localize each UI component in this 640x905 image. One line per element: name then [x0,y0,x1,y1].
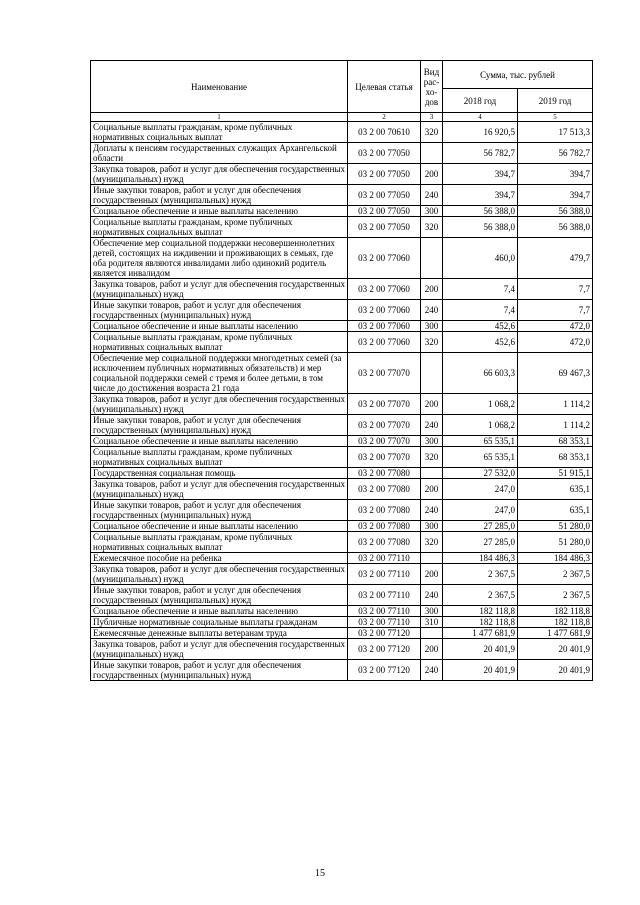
row-vid [421,628,443,639]
row-code: 03 2 00 77110 [348,553,421,564]
row-code: 03 2 00 77080 [348,479,421,500]
table-row [91,468,593,479]
row-code: 03 2 00 77070 [348,436,421,447]
row-value-2018: 56 782,7 [443,143,518,164]
row-value-2018: 394,7 [443,185,518,206]
table-row [91,553,593,564]
row-vid: 200 [421,164,443,185]
row-vid: 240 [421,185,443,206]
row-value-2019: 17 513,3 [518,122,593,143]
row-code: 03 2 00 77050 [348,185,421,206]
row-value-2018: 7,4 [443,279,518,300]
table-row [91,617,593,628]
row-name: Ежемесячные денежные выплаты ветеранам труда [91,628,348,639]
row-name: Социальные выплаты гражданам, кроме публичных нормативных социальных выплат [91,122,348,143]
row-name: Социальное обеспечение и иные выплаты населению [91,436,348,447]
row-value-2019: 51 915,1 [518,468,593,479]
row-code: 03 2 00 77080 [348,500,421,521]
row-code: 03 2 00 77110 [348,606,421,617]
row-code: 03 2 00 77070 [348,353,421,394]
header-sum: Сумма, тыс. рублей [443,61,593,89]
row-value-2019: 182 118,8 [518,617,593,628]
table-row [91,143,593,164]
row-vid: 300 [421,206,443,217]
row-name: Доплаты к пенсиям государственных служащих Архангельской области [91,143,348,164]
row-code: 03 2 00 77050 [348,164,421,185]
row-code: 03 2 00 77080 [348,468,421,479]
row-vid: 200 [421,479,443,500]
row-value-2018: 452,6 [443,332,518,353]
table-row [91,500,593,521]
row-value-2018: 394,7 [443,164,518,185]
row-value-2018: 2 367,5 [443,564,518,585]
row-value-2019: 635,1 [518,479,593,500]
row-name: Социальное обеспечение и иные выплаты населению [91,206,348,217]
row-name: Иные закупки товаров, работ и услуг для обеспечения государственных (муниципальных) нужд [91,500,348,521]
row-value-2019: 7,7 [518,279,593,300]
row-code: 03 2 00 77070 [348,394,421,415]
row-code: 03 2 00 77060 [348,321,421,332]
header-year-2019: 2019 год [518,89,593,113]
row-value-2019: 1 114,2 [518,415,593,436]
row-name: Закупка товаров, работ и услуг для обеспечения государственных (муниципальных) нужд [91,164,348,185]
row-value-2018: 56 388,0 [443,206,518,217]
row-code: 03 2 00 77070 [348,415,421,436]
row-name: Социальные выплаты гражданам, кроме публичных нормативных социальных выплат [91,532,348,553]
column-index: 2 [348,113,421,122]
row-value-2019: 2 367,5 [518,585,593,606]
row-value-2019: 56 388,0 [518,217,593,238]
row-value-2018: 66 603,3 [443,353,518,394]
row-value-2018: 7,4 [443,300,518,321]
row-code: 03 2 00 77080 [348,521,421,532]
row-name: Иные закупки товаров, работ и услуг для обеспечения государственных (муниципальных) нужд [91,585,348,606]
row-value-2018: 184 486,3 [443,553,518,564]
row-value-2018: 2 367,5 [443,585,518,606]
table-row [91,447,593,468]
row-name: Иные закупки товаров, работ и услуг для обеспечения государственных (муниципальных) нужд [91,660,348,681]
table-row [91,394,593,415]
table-row [91,122,593,143]
row-value-2019: 51 280,0 [518,532,593,553]
row-name: Закупка товаров, работ и услуг для обеспечения государственных (муниципальных) нужд [91,279,348,300]
table-row [91,521,593,532]
table-row [91,606,593,617]
row-name: Закупка товаров, работ и услуг для обеспечения государственных (муниципальных) нужд [91,479,348,500]
row-value-2019: 1 114,2 [518,394,593,415]
row-vid: 320 [421,122,443,143]
budget-table [90,60,593,681]
row-code: 03 2 00 77060 [348,332,421,353]
row-value-2019: 394,7 [518,164,593,185]
column-index: 4 [443,113,518,122]
row-name: Социальное обеспечение и иные выплаты населению [91,321,348,332]
row-code: 03 2 00 77120 [348,628,421,639]
row-value-2019: 184 486,3 [518,553,593,564]
row-code: 03 2 00 77050 [348,206,421,217]
row-vid: 300 [421,321,443,332]
row-value-2019: 2 367,5 [518,564,593,585]
row-code: 03 2 00 77110 [348,617,421,628]
row-vid: 240 [421,415,443,436]
row-vid: 300 [421,521,443,532]
row-code: 03 2 00 77110 [348,585,421,606]
row-vid: 300 [421,606,443,617]
row-value-2018: 56 388,0 [443,217,518,238]
row-value-2019: 472,0 [518,332,593,353]
row-vid: 200 [421,639,443,660]
row-value-2019: 1 477 681,9 [518,628,593,639]
row-name: Иные закупки товаров, работ и услуг для обеспечения государственных (муниципальных) нужд [91,185,348,206]
row-value-2018: 247,0 [443,479,518,500]
row-code: 03 2 00 77050 [348,217,421,238]
table-row [91,532,593,553]
table-row [91,217,593,238]
row-value-2018: 452,6 [443,321,518,332]
table-row [91,415,593,436]
row-name: Закупка товаров, работ и услуг для обеспечения государственных (муниципальных) нужд [91,394,348,415]
row-name: Иные закупки товаров, работ и услуг для обеспечения государственных (муниципальных) нужд [91,415,348,436]
row-value-2019: 394,7 [518,185,593,206]
row-value-2019: 20 401,9 [518,660,593,681]
column-index-row [91,113,593,122]
row-value-2018: 65 535,1 [443,436,518,447]
header-vid: Вид рас- хо- дов [421,61,443,113]
table-row [91,660,593,681]
row-vid: 240 [421,500,443,521]
row-value-2018: 1 068,2 [443,415,518,436]
table-row [91,321,593,332]
row-value-2018: 27 285,0 [443,532,518,553]
table-row [91,206,593,217]
table-row [91,164,593,185]
row-value-2019: 182 118,8 [518,606,593,617]
row-value-2019: 51 280,0 [518,521,593,532]
row-value-2019: 68 353,1 [518,436,593,447]
row-vid [421,238,443,279]
row-name: Социальное обеспечение и иные выплаты населению [91,606,348,617]
row-value-2019: 20 401,9 [518,639,593,660]
table-row [91,185,593,206]
row-code: 03 2 00 77060 [348,279,421,300]
row-value-2018: 1 068,2 [443,394,518,415]
row-vid [421,553,443,564]
row-name: Социальные выплаты гражданам, кроме публичных нормативных социальных выплат [91,217,348,238]
row-value-2018: 182 118,8 [443,606,518,617]
row-value-2019: 56 782,7 [518,143,593,164]
table-row [91,332,593,353]
row-vid: 200 [421,564,443,585]
row-vid: 320 [421,332,443,353]
row-vid: 240 [421,660,443,681]
row-vid: 320 [421,532,443,553]
row-vid: 320 [421,447,443,468]
table-row [91,300,593,321]
table-row [91,585,593,606]
row-value-2019: 635,1 [518,500,593,521]
table-row [91,639,593,660]
row-value-2018: 1 477 681,9 [443,628,518,639]
row-vid [421,353,443,394]
row-vid [421,468,443,479]
row-vid: 200 [421,279,443,300]
row-vid [421,143,443,164]
header-code: Целевая статья [348,61,421,113]
header-name: Наименование [91,61,348,113]
row-name: Публичные нормативные социальные выплаты гражданам [91,617,348,628]
row-vid: 320 [421,217,443,238]
row-value-2018: 65 535,1 [443,447,518,468]
row-value-2019: 69 467,3 [518,353,593,394]
row-value-2018: 247,0 [443,500,518,521]
row-value-2018: 460,0 [443,238,518,279]
row-name: Социальные выплаты гражданам, кроме публичных нормативных социальных выплат [91,447,348,468]
row-value-2019: 479,7 [518,238,593,279]
column-index: 3 [421,113,443,122]
row-code: 03 2 00 77080 [348,532,421,553]
table-row [91,353,593,394]
row-value-2018: 20 401,9 [443,639,518,660]
row-vid: 300 [421,436,443,447]
row-vid: 200 [421,394,443,415]
row-vid: 240 [421,300,443,321]
row-name: Государственная социальная помощь [91,468,348,479]
row-code: 03 2 00 77050 [348,143,421,164]
table-row [91,628,593,639]
row-name: Обеспечение мер социальной поддержки несовершеннолетних детей, состоящих на иждивении и проживающих в семьях, где оба родителя являются инвалидами либо одинокий родитель является инвалидом [91,238,348,279]
row-code: 03 2 00 77120 [348,660,421,681]
row-name: Иные закупки товаров, работ и услуг для обеспечения государственных (муниципальных) нужд [91,300,348,321]
table-row [91,238,593,279]
row-value-2019: 68 353,1 [518,447,593,468]
row-value-2019: 56 388,0 [518,206,593,217]
table-row [91,436,593,447]
column-index: 5 [518,113,593,122]
row-name: Закупка товаров, работ и услуг для обеспечения государственных (муниципальных) нужд [91,639,348,660]
table-row [91,564,593,585]
row-code: 03 2 00 77120 [348,639,421,660]
row-name: Обеспечение мер социальной поддержки многодетных семей (за исключением публичных нормативных обязательств) и мер социальной поддержки семей с тремя и более детьми, в том числе до достижения возраста 21 года [91,353,348,394]
row-code: 03 2 00 77060 [348,238,421,279]
row-vid: 240 [421,585,443,606]
row-code: 03 2 00 77060 [348,300,421,321]
page-number: 15 [315,868,325,879]
row-name: Закупка товаров, работ и услуг для обеспечения государственных (муниципальных) нужд [91,564,348,585]
column-index: 1 [91,113,348,122]
row-code: 03 2 00 77110 [348,564,421,585]
row-value-2019: 7,7 [518,300,593,321]
row-value-2018: 16 920,5 [443,122,518,143]
header-year-2018: 2018 год [443,89,518,113]
table-header [91,61,593,122]
table-row [91,279,593,300]
row-value-2018: 27 532,0 [443,468,518,479]
row-vid: 310 [421,617,443,628]
row-value-2018: 20 401,9 [443,660,518,681]
row-value-2019: 472,0 [518,321,593,332]
row-value-2018: 27 285,0 [443,521,518,532]
row-code: 03 2 00 77070 [348,447,421,468]
row-code: 03 2 00 70610 [348,122,421,143]
row-name: Социальные выплаты гражданам, кроме публичных нормативных социальных выплат [91,332,348,353]
row-name: Ежемесячное пособие на ребенка [91,553,348,564]
row-value-2018: 182 118,8 [443,617,518,628]
row-name: Социальное обеспечение и иные выплаты населению [91,521,348,532]
table-row [91,479,593,500]
table-body [91,122,593,681]
